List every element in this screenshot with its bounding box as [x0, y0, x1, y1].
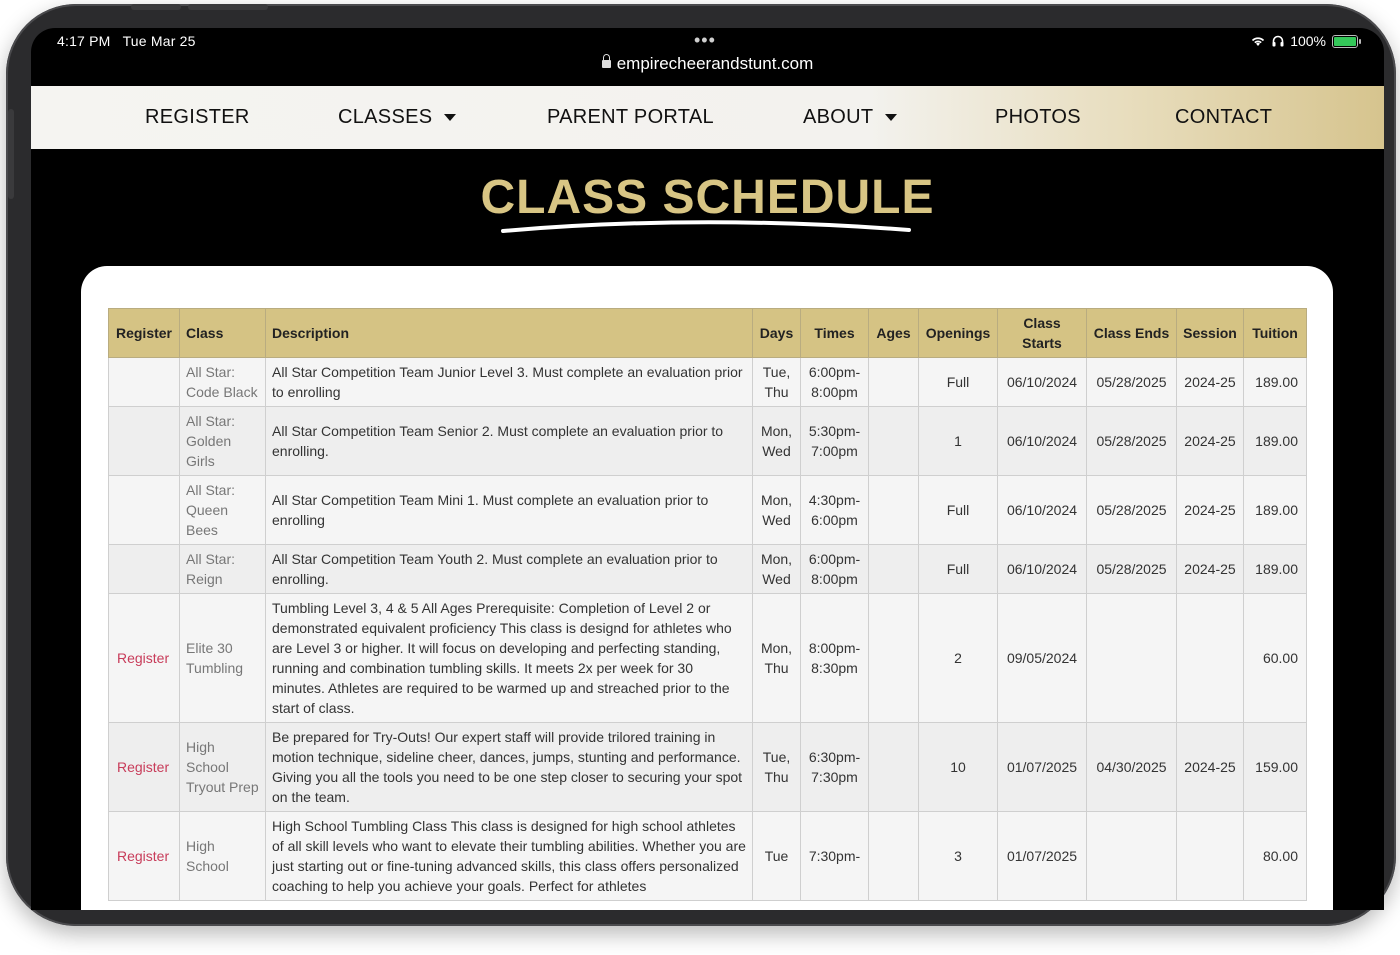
- times-cell: 6:30pm-7:30pm: [801, 723, 869, 812]
- register-link[interactable]: Register: [117, 650, 170, 666]
- time-text: 4:17 PM: [57, 33, 111, 49]
- openings-cell: 1: [919, 407, 998, 476]
- table-header-row: [109, 309, 1307, 358]
- register-link[interactable]: Register: [117, 759, 170, 775]
- tuition-cell: 189.00: [1244, 545, 1307, 594]
- openings-cell: 3: [919, 812, 998, 901]
- header-days[interactable]: Days: [753, 309, 801, 358]
- times-cell: 8:00pm-8:30pm: [801, 594, 869, 723]
- ends-cell: 05/28/2025: [1087, 358, 1177, 407]
- description-cell: All Star Competition Team Junior Level 3. Must complete an evaluation prior to enrolling: [266, 358, 753, 407]
- times-cell: 5:30pm-7:00pm: [801, 407, 869, 476]
- header-register[interactable]: Register: [109, 309, 180, 358]
- header-times[interactable]: Times: [801, 309, 869, 358]
- address-bar[interactable]: [31, 54, 1384, 74]
- battery-icon: [1332, 35, 1358, 48]
- ends-cell: 05/28/2025: [1087, 545, 1177, 594]
- openings-cell: 2: [919, 594, 998, 723]
- days-cell: Mon, Wed: [753, 407, 801, 476]
- top-button: [188, 4, 268, 10]
- table-row: [109, 812, 1307, 901]
- header-class[interactable]: Class: [180, 309, 266, 358]
- class-cell: All Star: Golden Girls: [180, 407, 266, 476]
- class-cell: All Star: Reign: [180, 545, 266, 594]
- description-cell: Be prepared for Try-Outs! Our expert staff will provide trilored training in motion technique, sideline cheer, dances, jumps, stunting and performance. Giving you all the tools you need to be one step closer to securing your spot on the team.: [266, 723, 753, 812]
- ages-cell: [869, 594, 919, 723]
- starts-cell: 06/10/2024: [998, 476, 1087, 545]
- nav-photos-label: PHOTOS: [995, 106, 1081, 128]
- times-cell: 7:30pm-: [801, 812, 869, 901]
- tuition-cell: 159.00: [1244, 723, 1307, 812]
- register-cell: [109, 594, 180, 723]
- openings-cell: Full: [919, 476, 998, 545]
- ends-cell: 05/28/2025: [1087, 476, 1177, 545]
- header-session[interactable]: Session: [1177, 309, 1244, 358]
- nav-register[interactable]: [145, 86, 250, 149]
- table-row: [109, 723, 1307, 812]
- session-cell: [1177, 594, 1244, 723]
- ages-cell: [869, 545, 919, 594]
- chevron-down-icon: [444, 114, 456, 121]
- header-class-ends[interactable]: Class Ends: [1087, 309, 1177, 358]
- days-cell: Mon, Wed: [753, 545, 801, 594]
- description-cell: High School Tumbling Class This class is designed for high school athletes of all skill levels who want to elevate their tumbling abilities. Whether you are just starting out or fine-tuning advanced skills, this class offers personalized coaching to help you achieve your goals. Perfect for athletes: [266, 812, 753, 901]
- starts-cell: 01/07/2025: [998, 812, 1087, 901]
- times-cell: 6:00pm-8:00pm: [801, 545, 869, 594]
- ends-cell: [1087, 812, 1177, 901]
- starts-cell: 06/10/2024: [998, 407, 1087, 476]
- session-cell: 2024-25: [1177, 723, 1244, 812]
- starts-cell: 09/05/2024: [998, 594, 1087, 723]
- openings-cell: 10: [919, 723, 998, 812]
- ends-cell: 05/28/2025: [1087, 407, 1177, 476]
- ages-cell: [869, 407, 919, 476]
- starts-cell: 01/07/2025: [998, 723, 1087, 812]
- date-text: Tue Mar 25: [122, 33, 196, 49]
- table-row: [109, 594, 1307, 723]
- days-cell: Tue, Thu: [753, 723, 801, 812]
- table-row: [109, 545, 1307, 594]
- class-cell: All Star: Queen Bees: [180, 476, 266, 545]
- table-row: [109, 407, 1307, 476]
- nav-parent-portal[interactable]: [547, 86, 714, 149]
- ages-cell: [869, 723, 919, 812]
- session-cell: 2024-25: [1177, 407, 1244, 476]
- nav-contact[interactable]: [1175, 86, 1272, 149]
- url-text: empirecheerandstunt.com: [616, 54, 814, 73]
- main-nav: [31, 86, 1384, 149]
- tablet-frame: [6, 4, 1396, 926]
- ages-cell: [869, 358, 919, 407]
- openings-cell: Full: [919, 545, 998, 594]
- nav-contact-label: CONTACT: [1175, 106, 1273, 128]
- session-cell: 2024-25: [1177, 358, 1244, 407]
- header-description[interactable]: Description: [266, 309, 753, 358]
- nav-parent-portal-label: PARENT PORTAL: [547, 106, 714, 128]
- register-cell: [109, 358, 180, 407]
- wifi-icon: [1250, 35, 1266, 47]
- table-row: [109, 476, 1307, 545]
- schedule-card: [81, 266, 1333, 910]
- nav-classes-label: CLASSES: [338, 106, 433, 128]
- days-cell: Tue, Thu: [753, 358, 801, 407]
- page-title: CLASS SCHEDULE: [480, 171, 935, 224]
- register-cell: [109, 545, 180, 594]
- side-button: [8, 109, 14, 199]
- register-cell: [109, 476, 180, 545]
- register-link[interactable]: Register: [117, 848, 170, 864]
- starts-cell: 06/10/2024: [998, 545, 1087, 594]
- header-openings[interactable]: Openings: [919, 309, 998, 358]
- openings-cell: Full: [919, 358, 998, 407]
- starts-cell: 06/10/2024: [998, 358, 1087, 407]
- headphones-icon: [1272, 35, 1284, 47]
- register-cell: [109, 812, 180, 901]
- description-cell: All Star Competition Team Senior 2. Must complete an evaluation prior to enrolling.: [266, 407, 753, 476]
- nav-register-label: REGISTER: [145, 106, 250, 128]
- header-class-starts[interactable]: Class Starts: [998, 309, 1087, 358]
- table-row: [109, 358, 1307, 407]
- tuition-cell: 189.00: [1244, 476, 1307, 545]
- session-cell: 2024-25: [1177, 476, 1244, 545]
- status-time: [57, 33, 196, 49]
- session-cell: 2024-25: [1177, 545, 1244, 594]
- status-bar: [31, 28, 1384, 86]
- ends-cell: [1087, 594, 1177, 723]
- days-cell: Mon, Thu: [753, 594, 801, 723]
- ages-cell: [869, 476, 919, 545]
- description-cell: All Star Competition Team Mini 1. Must complete an evaluation prior to enrolling: [266, 476, 753, 545]
- nav-classes[interactable]: [338, 86, 456, 149]
- tuition-cell: 80.00: [1244, 812, 1307, 901]
- days-cell: Tue: [753, 812, 801, 901]
- times-cell: 6:00pm-8:00pm: [801, 358, 869, 407]
- session-cell: [1177, 812, 1244, 901]
- more-dots-icon[interactable]: •••: [694, 30, 716, 50]
- register-cell: [109, 723, 180, 812]
- tuition-cell: 189.00: [1244, 358, 1307, 407]
- nav-about[interactable]: [803, 86, 897, 149]
- description-cell: Tumbling Level 3, 4 & 5 All Ages Prerequisite: Completion of Level 2 or demonstrated equivalent proficiency This class is designd for athletes who are Level 3 or higher. It will focus on developing and perfecting standing, running and combination tumbling skills. It meets 2x per week for 30 minutes. Athletes are required to be warmed up and streached prior to the start of class.: [266, 594, 753, 723]
- status-icons: [1250, 33, 1358, 49]
- nav-photos[interactable]: [995, 86, 1081, 149]
- tuition-cell: 189.00: [1244, 407, 1307, 476]
- class-cell: High School: [180, 812, 266, 901]
- header-ages[interactable]: Ages: [869, 309, 919, 358]
- chevron-down-icon: [885, 114, 897, 121]
- description-cell: All Star Competition Team Youth 2. Must complete an evaluation prior to enrolling.: [266, 545, 753, 594]
- days-cell: Mon, Wed: [753, 476, 801, 545]
- screen: [31, 28, 1384, 910]
- ages-cell: [869, 812, 919, 901]
- tuition-cell: 60.00: [1244, 594, 1307, 723]
- schedule-table: [108, 308, 1307, 901]
- ends-cell: 04/30/2025: [1087, 723, 1177, 812]
- header-tuition[interactable]: Tuition: [1244, 309, 1307, 358]
- class-cell: Elite 30 Tumbling: [180, 594, 266, 723]
- times-cell: 4:30pm-6:00pm: [801, 476, 869, 545]
- class-cell: High School Tryout Prep: [180, 723, 266, 812]
- lock-icon: [602, 60, 611, 68]
- battery-percent: 100%: [1290, 33, 1326, 49]
- volume-button: [131, 4, 181, 10]
- nav-about-label: ABOUT: [803, 106, 874, 128]
- register-cell: [109, 407, 180, 476]
- schedule-table-wrapper: [108, 308, 1306, 901]
- title-underline: [499, 218, 915, 238]
- class-cell: All Star: Code Black: [180, 358, 266, 407]
